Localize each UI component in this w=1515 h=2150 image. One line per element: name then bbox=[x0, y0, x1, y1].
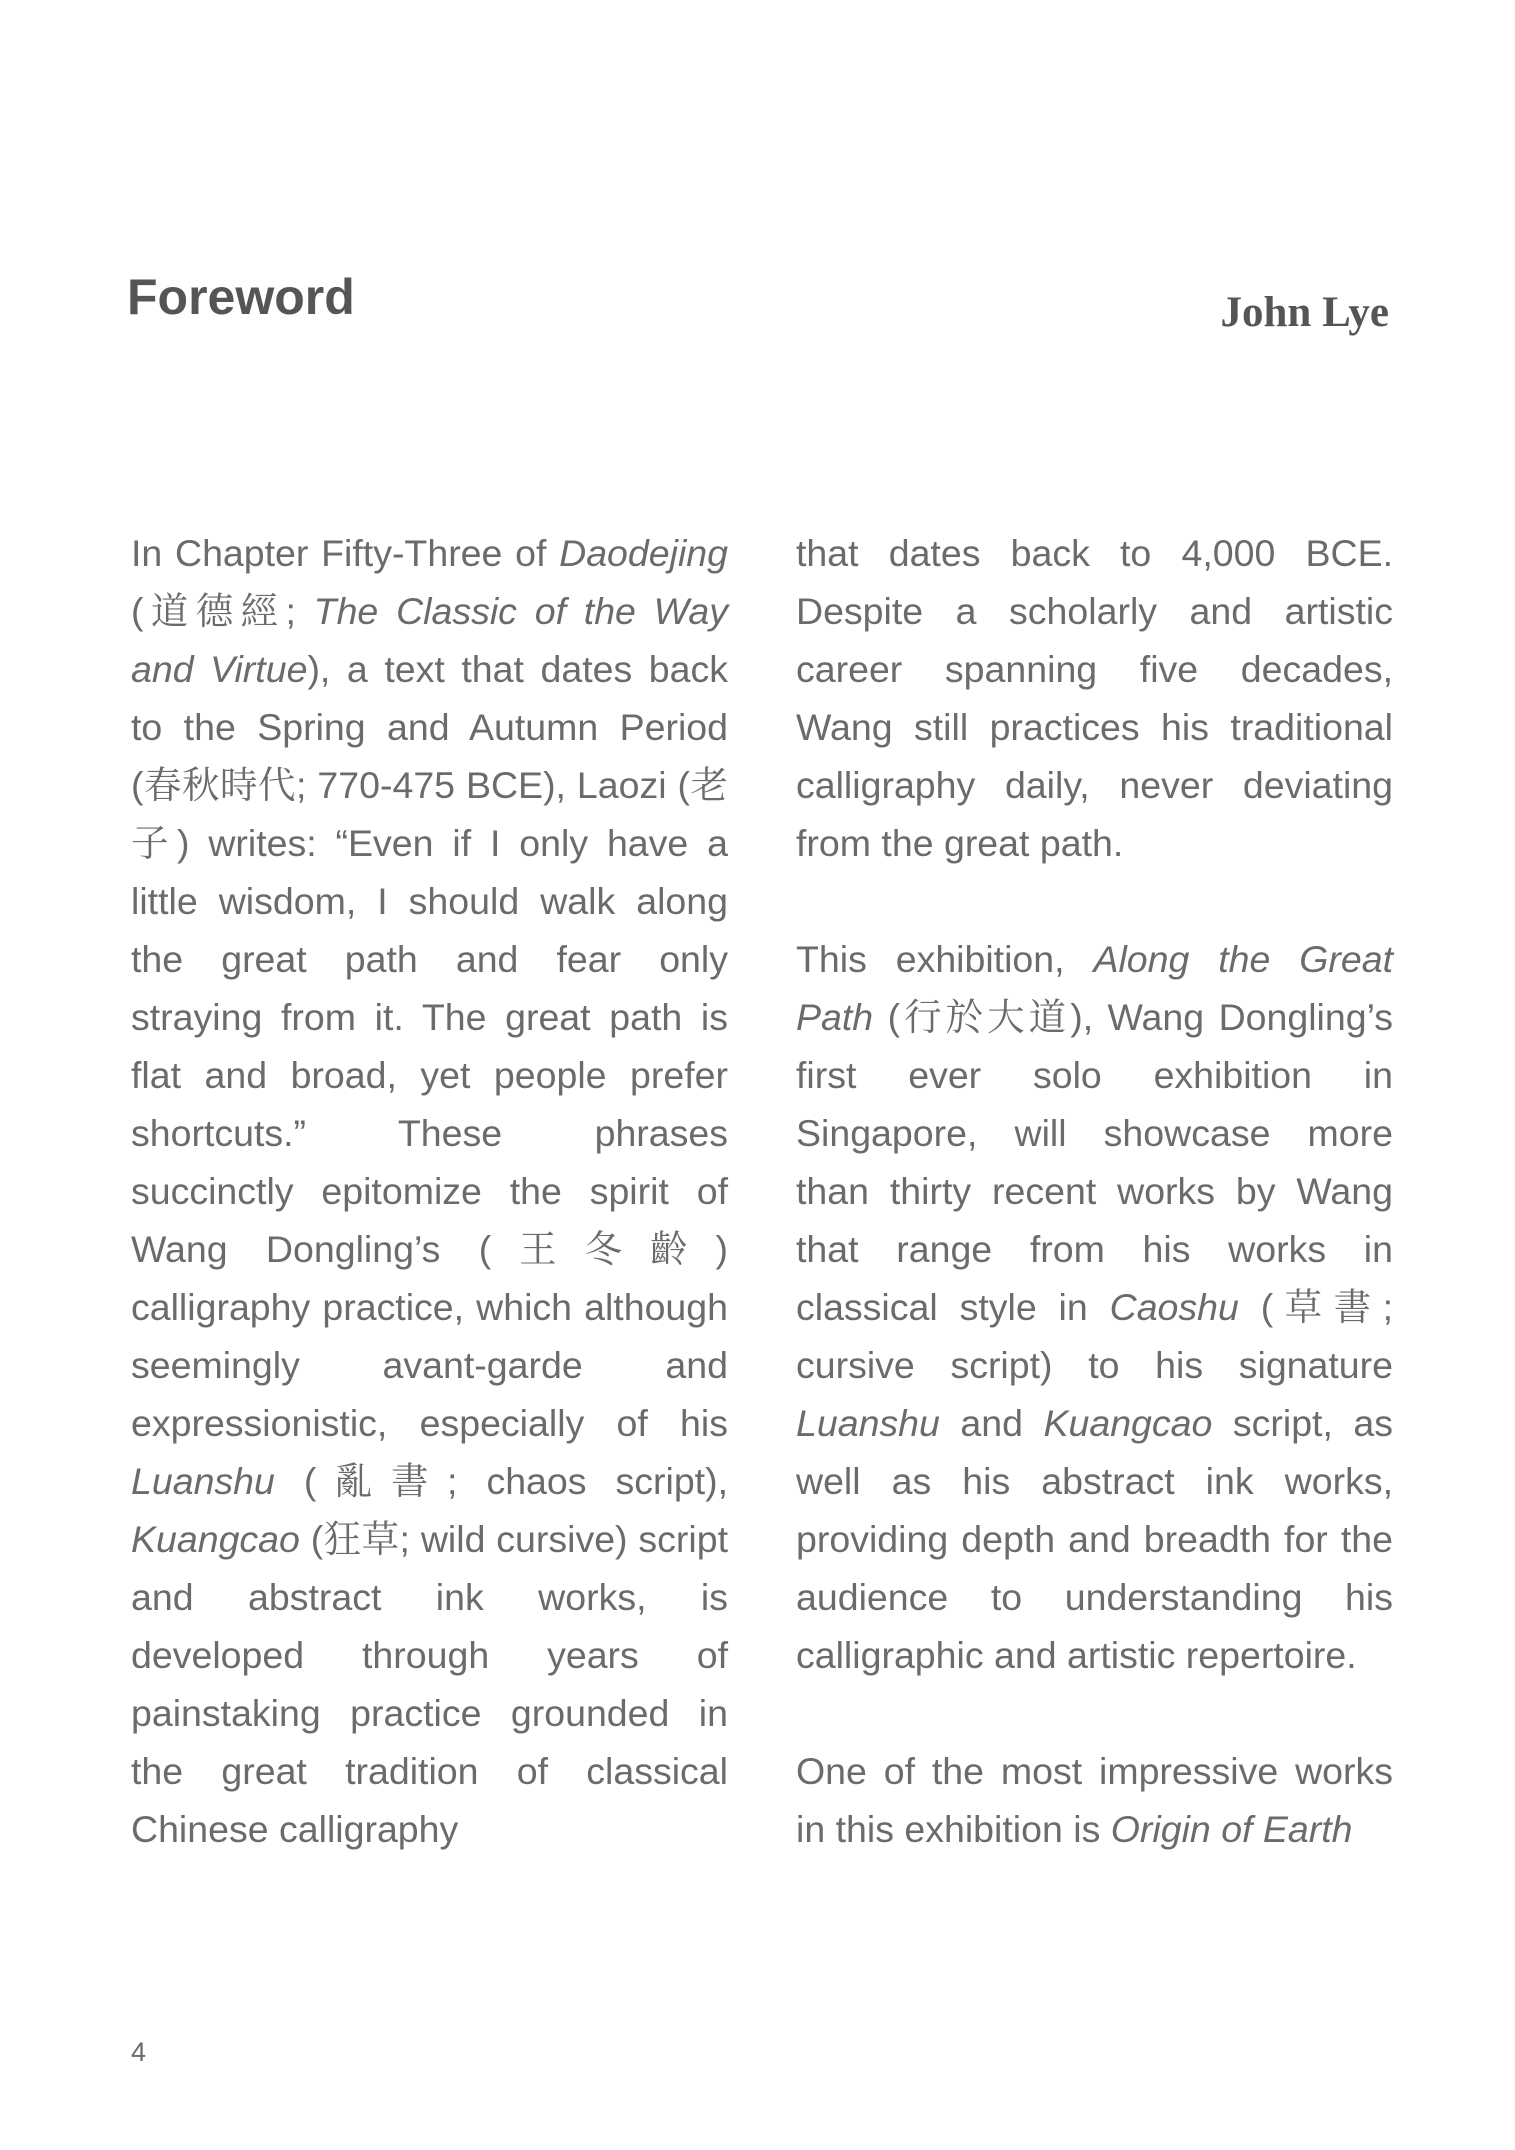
italic-title-origin-of-earth: Origin of Earth bbox=[1110, 1808, 1353, 1850]
left-column bbox=[131, 524, 728, 1858]
italic-term-kuangcao: Kuangcao bbox=[1043, 1402, 1213, 1444]
italic-title-daodejing: Daodejing bbox=[559, 532, 728, 574]
paragraph-3 bbox=[796, 1742, 1393, 1858]
italic-title-classic: The Classic of the Way and Virtue bbox=[131, 590, 729, 690]
text-run: (道德經; bbox=[131, 590, 314, 632]
paragraph-1-continued: that dates back to 4,000 BCE. Despite a scholarly and artistic career spanning five decades, Wang still practices his traditional calligraphy daily, never deviating from the great path. bbox=[796, 532, 1393, 864]
italic-term-kuangcao: Kuangcao bbox=[131, 1518, 300, 1560]
paragraph-2 bbox=[796, 930, 1393, 1684]
page-title: Foreword bbox=[127, 269, 355, 325]
text-run: (草書; cursive script) to his signature bbox=[796, 1286, 1393, 1386]
text-run: ), a text that dates back to the Spring and Autumn Period (春秋時代; 770-475 BCE), Laozi (老子) writes: “Even if I only have a little wisdom, I should walk along the great path and fear only straying from it. The great path is flat and broad, yet people prefer shortcuts.” These phrases succinctly epitomize the spirit of Wang Dongling’s (王冬齡) calligraphy practice, which although seemingly avant-garde and expressionistic, especially of his bbox=[131, 648, 729, 1444]
italic-term-caoshu: Caoshu bbox=[1109, 1286, 1239, 1328]
italic-term-luanshu: Luanshu bbox=[796, 1402, 940, 1444]
text-run: In Chapter Fifty-Three of bbox=[131, 532, 560, 574]
text-run: One of the most impressive works in this exhibition is bbox=[796, 1750, 1393, 1850]
text-run: and bbox=[939, 1402, 1044, 1444]
italic-term-luanshu: Luanshu bbox=[131, 1460, 275, 1502]
text-run: (亂書; chaos script), bbox=[274, 1460, 728, 1502]
page-number: 4 bbox=[131, 2037, 147, 2067]
italic-title-exhibition: Along the Great Path bbox=[796, 938, 1393, 1038]
right-column bbox=[796, 524, 1393, 1858]
text-run: (狂草; wild cursive) script and abstract ink works, is developed through years of painstaking practice grounded in the great tradition of classical Chinese calligraphy bbox=[131, 1518, 728, 1850]
text-run: This exhibition, bbox=[796, 938, 1094, 980]
text-run: (行於大道), Wang Dongling’s first ever solo exhibition in Singapore, will showcase more than thirty recent works by Wang that range from his works in classical style in bbox=[796, 996, 1393, 1328]
text-run: script, as well as his abstract ink works, providing depth and breadth for the audience to understanding his calligraphic and artistic repertoire. bbox=[796, 1402, 1393, 1676]
author-name: John Lye bbox=[1220, 289, 1389, 336]
paragraph-1 bbox=[131, 524, 728, 1858]
